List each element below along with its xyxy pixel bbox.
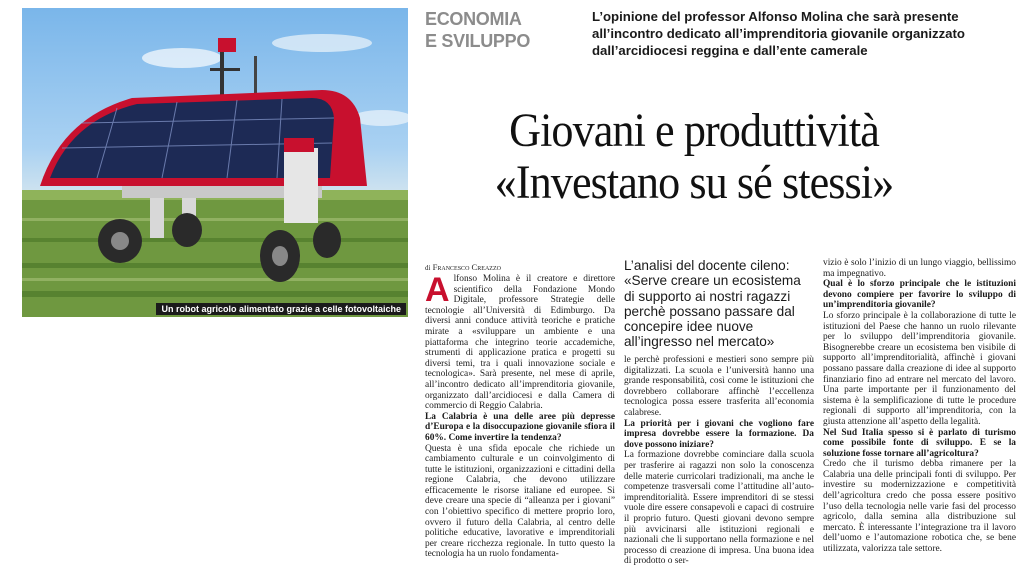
interview-question: Qual è lo sforzo principale che le istituzioni devono compiere per favorire lo sviluppo di un’imprenditoria giovanile? (823, 279, 1016, 311)
pull-quote (624, 258, 814, 350)
pull-quote-lead: L’analisi del docente cileno: (624, 258, 790, 273)
article-column-3 (823, 258, 1016, 576)
section-label-line1: ECONOMIA (425, 9, 522, 29)
agricultural-robot-illustration (22, 8, 408, 317)
byline (425, 262, 501, 272)
byline-author: Francesco Creazzo (432, 262, 501, 272)
headline-line1: Giovani e produttività (509, 104, 879, 157)
photo-caption: Un robot agricolo alimentato grazie a celle fotovoltaiche (156, 303, 406, 315)
paragraph-text: lfonso Molina è il creatore e direttore scientifico della Fondazione Mondo Digitale, professore Strategie delle tecnologie all’Università di Edimburgo. Da diversi anni conduce attività teoriche e pratiche mirate a «sviluppare un ambiente e una piattaforma che integrino teorie accademiche, strumenti di applicazione pratica e progetti su diversi temi, tra i quali innovazione sociale e tecnologica». Sarà presente, nel mese di aprile, all’incontro dedicato all’imprenditoria giovanile, organizzato dall’arcidiocesi e dalla Camera di commercio di Reggio Calabria. (425, 274, 615, 412)
section-label-line2: E SVILUPPO (425, 31, 531, 51)
headline-line2: «Investano su sé stessi» (494, 156, 894, 209)
article-column-1 (425, 274, 615, 576)
interview-question: La priorità per i giovani che vogliono fare impresa dovrebbe essere la formazione. Da dove possono iniziare? (624, 418, 814, 450)
byline-prefix: di (425, 264, 431, 272)
headline (418, 105, 970, 209)
article-paragraph: La formazione dovrebbe cominciare dalla scuola per trasferire ai ragazzi non solo la conoscenza delle materie curricolari tradizionali, ma anche le competenze trasversali come l’attitudine all’auto-imprenditorialità. Essere imprenditori di se stessi vuole dire essere consapevoli e capaci di costruire il proprio futuro. Questi giovani devono sempre più avvicinarsi alle istituzioni regionali e nazionali che li supportano nella formazione e nel processo di creazione di impresa. Una buona idea di prodotto o ser- (624, 450, 814, 567)
drop-cap: A (425, 274, 450, 309)
section-label (425, 8, 555, 52)
article-paragraph: le perchè professioni e mestieri sono sempre più digitalizzati. La scuola e l’università hanno una grande responsabilità, così come le istituzioni che dovrebbero collaborare affinchè l’eccellenza tecnologica possa essere trasferita all’economia calabrese. (624, 355, 814, 418)
article-photo (22, 8, 408, 317)
article-column-2 (624, 355, 814, 575)
article-paragraph: vizio è solo l’inizio di un lungo viaggio, bellissimo ma impegnativo. (823, 258, 1016, 279)
article-paragraph: Questa è una sfida epocale che richiede un cambiamento culturale e un coinvolgimento di tutte le istituzioni, organizzazioni e cittadini della regione Calabria, che devono utilizzare efficacemente le risorse italiane ed europee. Si deve creare una specie di “alleanza per i giovani” con l’obiettivo specifico di mettere proprio loro, ovvero il futuro della Calabria, al centro delle politiche educative, lavorative e imprenditoriali per creare ricchezza regionale. In tutto questo la tecnologia ha un ruolo fondamenta- (425, 443, 615, 560)
kicker: L’opinione del professor Alfonso Molina che sarà presente all’incontro dedicato all’imprenditoria giovanile organizzato dall’arcidiocesi reggina e dall’ente camerale (592, 9, 965, 58)
article-paragraph (425, 274, 615, 412)
interview-question: La Calabria è una delle aree più depresse d’Europa e la disoccupazione giovanile sfiora il 60%. Come invertire la tendenza? (425, 411, 615, 443)
interview-question: Nel Sud Italia spesso si è parlato di turismo come possibile fonte di sviluppo. E se la soluzione fosse tornare all’agricoltura? (823, 427, 1016, 459)
article-paragraph: Lo sforzo principale è la collaborazione di tutte le istituzioni del Paese che hanno un ruolo rilevante per lo sviluppo dell’imprenditoria giovanile. Bisognerebbe creare un ecosistema ben visibile di supporto all’imprenditorialità, affinchè i giovani possano passare dalla creazione di idee al supporto finanziario fino ad entrare nel mercato del lavoro. Una parte importante per il funzionamento del sistema è la semplificazione di tutte le procedure regionali di supporto all’imprenditoria, con la giusta attenzione all’aspetto della legalità. (823, 310, 1016, 427)
pull-quote-text: «Serve creare un ecosistema di supporto ai nostri ragazzi perchè possano passare dal concepire idee nuove all’ingresso nel mercato» (624, 273, 801, 350)
article-paragraph: Credo che il turismo debba rimanere per la Calabria una delle principali fonti di sviluppo. Per investire su modernizzazione e competitività dell’agricoltura credo che possa essere positivo l’uso della tecnologia nelle varie fasi del processo agricolo, dalla semina alla distribuzione sul mercato. È interessante l’integrazione tra il lavoro dell’uomo e l’automazione robotica che, se bene utilizzata, valorizza tale settore. (823, 459, 1016, 555)
